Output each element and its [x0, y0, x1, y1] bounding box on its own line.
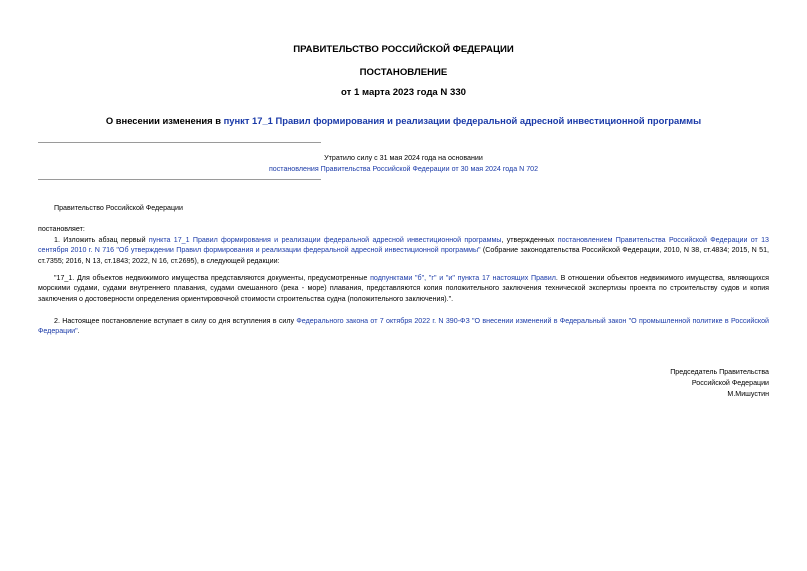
resolves-label: постановляет:	[38, 225, 85, 233]
document-type: ПОСТАНОВЛЕНИЕ	[359, 67, 448, 78]
status-note-source	[0, 165, 807, 173]
status-divider-bottom	[38, 179, 321, 180]
signatory-position: Председатель Правительства	[670, 368, 769, 376]
quoted-text-a: "17_1. Для объектов недвижимого имущества представляются документы, предусмотренные	[54, 274, 371, 282]
issuing-body: Правительство Российской Федерации	[54, 204, 183, 212]
paragraph-2-text-b: .	[77, 327, 80, 336]
subitems-link[interactable]: подпунктами "б", "г" и "и" пункта 17 настоящих Правил	[370, 274, 556, 282]
document-date-number: от 1 марта 2023 года N 330	[340, 87, 467, 98]
government-header: ПРАВИТЕЛЬСТВО РОССИЙСКОЙ ФЕДЕРАЦИИ	[293, 44, 514, 55]
paragraph-1-text-b: , утвержденных	[501, 236, 558, 244]
title-link[interactable]: пункт 17_1 Правил формирования и реализации федеральной адресной инвестиционной программы	[223, 115, 702, 126]
status-divider-top	[38, 142, 321, 143]
quoted-text-b: . В отношении объектов недвижимого имущества, являющихся морскими судами, судами внутреннего плавания, судами смешанного (река - море) плавания, представляются копия положительного заключения технической экспертизы проекта по строительству судов и копия заключения о достоверности определения ориентировочной стоимости строительства судна (положительного заключения).".	[38, 274, 770, 303]
repeal-decree-link[interactable]: постановления Правительства Российской Федерации от 30 мая 2024 года N 702	[268, 165, 539, 173]
rules-item-link[interactable]: пункта 17_1 Правил формирования и реализации федеральной адресной инвестиционной программы	[148, 236, 502, 244]
paragraph-2	[38, 316, 769, 337]
federal-law-link[interactable]: Федерального закона от 7 октября 2022 г. N 390-ФЗ "О внесении изменений в Федеральный закон "О промышленной политике в Российской Федерации"	[38, 317, 769, 336]
status-note: Утратило силу с 31 мая 2024 года на основании	[324, 154, 483, 162]
paragraph-1	[38, 235, 769, 266]
signatory-name: М.Мишустин	[727, 389, 769, 398]
paragraph-2-text-a: 2. Настоящее постановление вступает в силу со дня вступления в силу	[54, 317, 297, 325]
signature-block	[670, 367, 769, 399]
paragraph-1-text-c: (Собрание законодательства Российской Федерации, 2010, N 38, ст.4834; 2015, N 51, ст.7355; 2016, N 13, ст.1843; 2022, N 16, ст.2695), в следующей редакции:	[38, 246, 769, 265]
signatory-organization: Российской Федерации	[691, 378, 769, 387]
document-title	[0, 115, 807, 126]
decree-716-link[interactable]: постановлением Правительства Российской Федерации от 13 сентября 2010 г. N 716 "Об утверждении Правил формирования и реализации федеральной адресной инвестиционной программы"	[38, 236, 769, 255]
quoted-amendment	[38, 273, 769, 304]
paragraph-1-text-a: 1. Изложить абзац первый	[54, 236, 149, 244]
title-prefix: О внесении изменения в	[105, 115, 224, 126]
